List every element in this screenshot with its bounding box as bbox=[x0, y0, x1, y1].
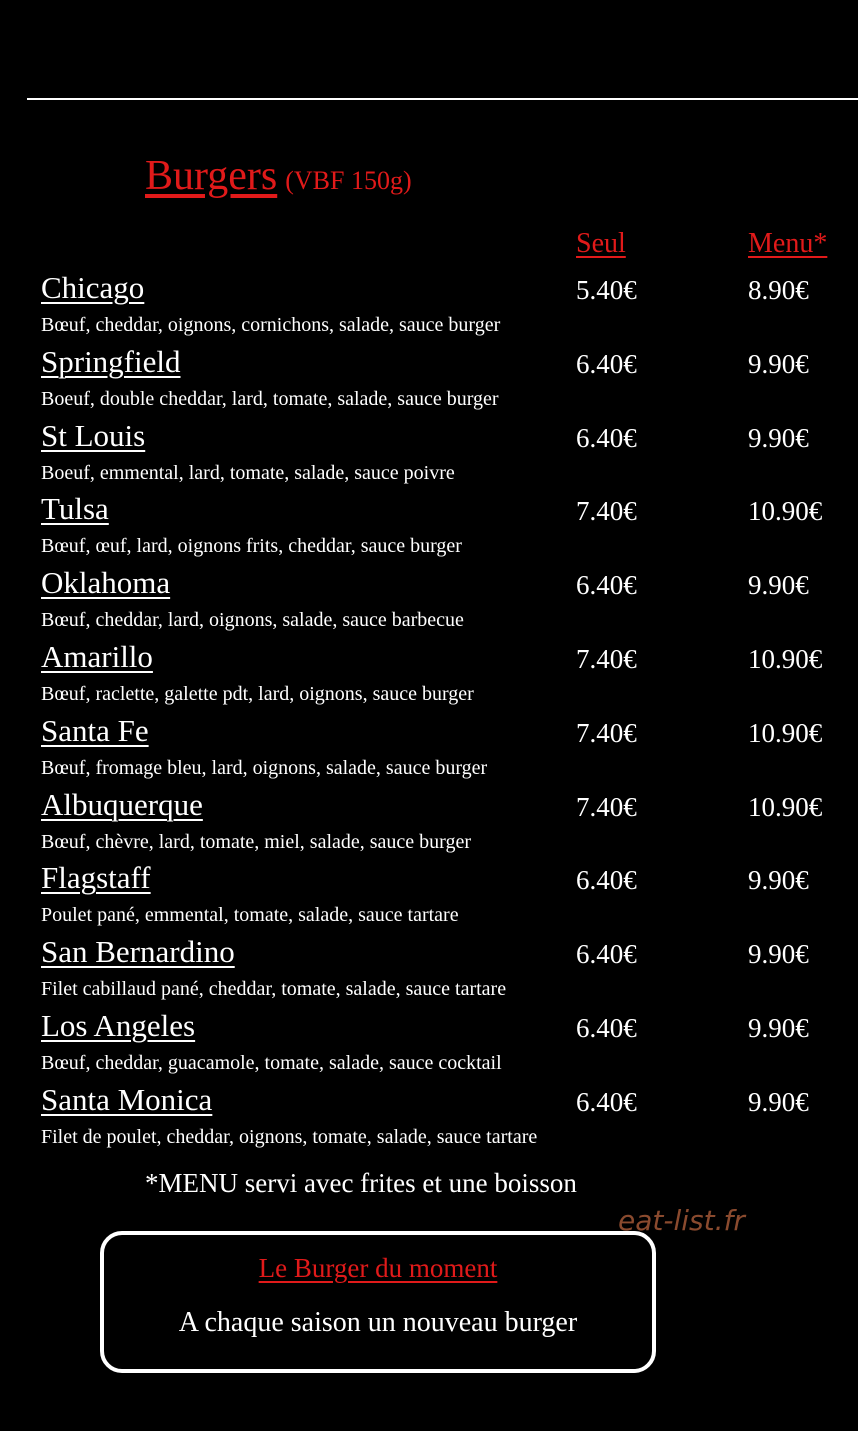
list-item bbox=[41, 1080, 841, 1154]
item-description: Bœuf, fromage bleu, lard, oignons, salade, sauce burger bbox=[41, 756, 488, 779]
item-name: San Bernardino bbox=[41, 934, 235, 970]
item-price-seul: 6.40€ bbox=[576, 348, 637, 379]
item-name: Flagstaff bbox=[41, 860, 151, 896]
special-text: A chaque saison un nouveau burger bbox=[178, 1307, 578, 1338]
section-title: Burgers bbox=[145, 153, 278, 199]
item-price-menu: 9.90€ bbox=[748, 348, 809, 379]
item-name: Oklahoma bbox=[41, 565, 171, 601]
item-description: Bœuf, chèvre, lard, tomate, miel, salade, sauce burger bbox=[41, 830, 472, 853]
item-name: Chicago bbox=[41, 270, 145, 305]
item-price-seul: 7.40€ bbox=[576, 791, 637, 822]
item-description: Bœuf, raclette, galette pdt, lard, oignons, sauce burger bbox=[41, 682, 474, 705]
section-heading bbox=[145, 152, 412, 200]
item-price-menu: 9.90€ bbox=[748, 570, 809, 601]
item-description: Boeuf, emmental, lard, tomate, salade, sauce poivre bbox=[41, 461, 455, 484]
item-price-menu: 10.90€ bbox=[748, 496, 823, 527]
column-header-menu: Menu* bbox=[748, 228, 828, 259]
item-price-seul: 6.40€ bbox=[576, 865, 637, 896]
list-item bbox=[41, 932, 841, 1006]
item-description: Filet cabillaud pané, cheddar, tomate, salade, sauce tartare bbox=[41, 978, 507, 1001]
top-divider bbox=[27, 98, 858, 100]
item-price-seul: 5.40€ bbox=[576, 275, 637, 305]
item-description: Bœuf, cheddar, oignons, cornichons, salade, sauce burger bbox=[41, 314, 501, 336]
list-item bbox=[41, 416, 841, 490]
item-description: Bœuf, cheddar, lard, oignons, salade, sauce barbecue bbox=[41, 609, 464, 632]
item-description: Poulet pané, emmental, tomate, salade, sauce tartare bbox=[41, 904, 459, 927]
list-item bbox=[41, 563, 841, 637]
item-price-menu: 10.90€ bbox=[748, 717, 823, 748]
item-price-seul: 7.40€ bbox=[576, 717, 637, 748]
burger-of-the-moment-box bbox=[100, 1231, 656, 1373]
menu-footnote: *MENU servi avec frites et une boisson bbox=[145, 1168, 577, 1198]
item-description: Bœuf, cheddar, guacamole, tomate, salade, sauce cocktail bbox=[41, 1051, 502, 1074]
item-price-menu: 9.90€ bbox=[748, 422, 809, 453]
special-title: Le Burger du moment bbox=[258, 1253, 498, 1283]
item-name: Tulsa bbox=[41, 491, 109, 527]
item-name: Albuquerque bbox=[41, 786, 203, 822]
item-price-menu: 9.90€ bbox=[748, 1012, 809, 1043]
list-item bbox=[41, 342, 841, 416]
item-price-menu: 10.90€ bbox=[748, 643, 823, 674]
item-price-seul: 6.40€ bbox=[576, 422, 637, 453]
list-item bbox=[41, 785, 841, 859]
list-item bbox=[41, 268, 841, 342]
item-description: Boeuf, double cheddar, lard, tomate, salade, sauce burger bbox=[41, 387, 499, 410]
item-description: Filet de poulet, cheddar, oignons, tomate, salade, sauce tartare bbox=[41, 1125, 538, 1148]
item-price-seul: 6.40€ bbox=[576, 1012, 637, 1043]
section-subtitle: (VBF 150g) bbox=[285, 166, 412, 195]
item-name: Amarillo bbox=[41, 638, 153, 674]
item-price-menu: 9.90€ bbox=[748, 1086, 809, 1117]
item-name: Santa Monica bbox=[41, 1081, 213, 1117]
item-price-menu: 9.90€ bbox=[748, 865, 809, 896]
item-price-seul: 7.40€ bbox=[576, 643, 637, 674]
item-price-seul: 6.40€ bbox=[576, 570, 637, 601]
item-price-menu: 9.90€ bbox=[748, 939, 809, 970]
item-price-seul: 6.40€ bbox=[576, 1086, 637, 1117]
list-item bbox=[41, 1006, 841, 1080]
list-item bbox=[41, 637, 841, 711]
item-name: St Louis bbox=[41, 417, 146, 453]
item-price-menu: 10.90€ bbox=[748, 791, 823, 822]
item-name: Santa Fe bbox=[41, 712, 149, 748]
list-item bbox=[41, 858, 841, 932]
item-name: Springfield bbox=[41, 343, 181, 379]
column-header-seul: Seul bbox=[576, 228, 626, 259]
list-item bbox=[41, 711, 841, 785]
list-item bbox=[41, 489, 841, 563]
item-price-menu: 8.90€ bbox=[748, 275, 809, 305]
item-price-seul: 6.40€ bbox=[576, 939, 637, 970]
watermark: eat-list.fr bbox=[618, 1204, 745, 1237]
item-description: Bœuf, œuf, lard, oignons frits, cheddar, sauce burger bbox=[41, 535, 462, 558]
item-price-seul: 7.40€ bbox=[576, 496, 637, 527]
item-name: Los Angeles bbox=[41, 1007, 196, 1043]
burger-list bbox=[41, 268, 841, 1154]
